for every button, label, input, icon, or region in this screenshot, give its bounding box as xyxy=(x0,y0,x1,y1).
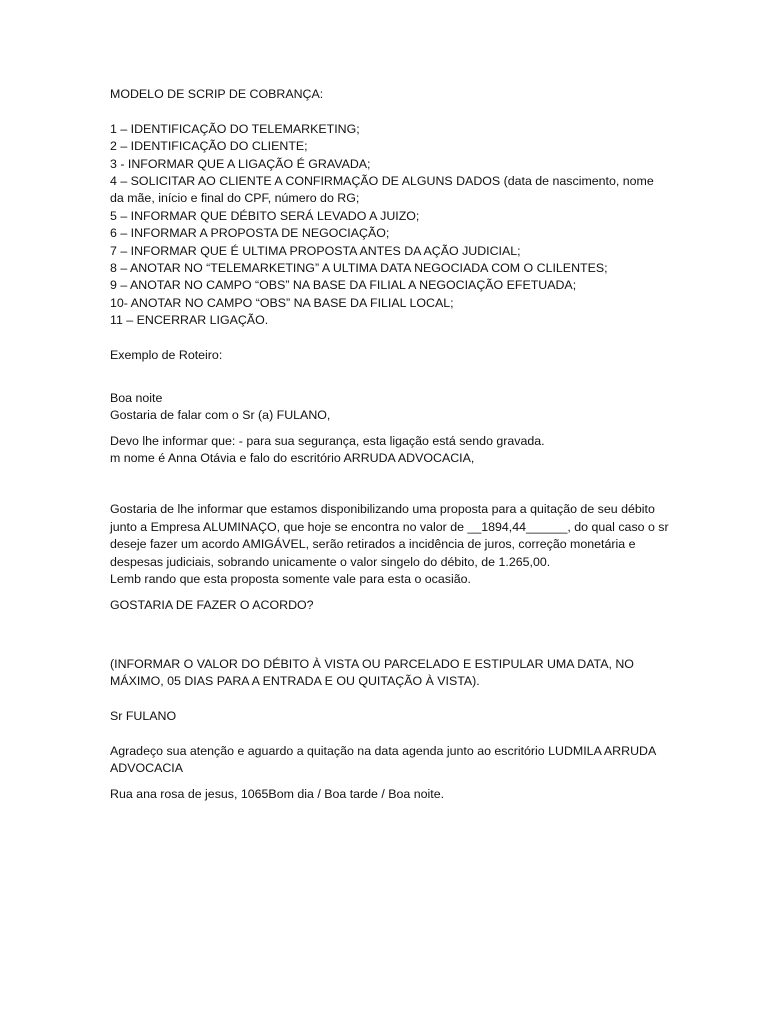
recording-notice: Devo lhe informar que: - para sua segurança, esta ligação está sendo gravada. xyxy=(110,433,545,448)
step-item: 2 – IDENTIFICAÇÃO DO CLIENTE; xyxy=(110,139,308,154)
reminder-text: Lemb rando que esta proposta somente vale para esta o ocasião. xyxy=(110,572,471,587)
document-page xyxy=(110,86,670,803)
step-item: 3 - INFORMAR QUE A LIGAÇÃO É GRAVADA; xyxy=(110,156,371,171)
spacer xyxy=(110,589,670,597)
step-item: 9 – ANOTAR NO CAMPO “OBS” NA BASE DA FILIAL A NEGOCIAÇÃO EFETUADA; xyxy=(110,278,577,293)
address-text: Rua ana rosa de jesus, 1065Bom dia / Boa tarde / Boa noite. xyxy=(110,786,445,801)
spacer xyxy=(110,382,670,390)
spacer xyxy=(110,330,670,347)
step-item: 4 – SOLICITAR AO CLIENTE A CONFIRMAÇÃO DE ALGUNS DADOS (data de nascimento, nome da mãe, início e final do CPF, número do RG; xyxy=(110,174,654,206)
step-item: 1 – IDENTIFICAÇÃO DO TELEMARKETING; xyxy=(110,121,360,136)
step-item: 8 – ANOTAR NO “TELEMARKETING” A ULTIMA DATA NEGOCIADA COM O CLILENTES; xyxy=(110,261,608,276)
introduction-text: m nome é Anna Otávia e falo do escritório ARRUDA ADVOCACIA, xyxy=(110,451,475,466)
spacer xyxy=(110,614,670,656)
spacer xyxy=(110,103,670,120)
step-item: 10- ANOTAR NO CAMPO “OBS” NA BASE DA FILIAL LOCAL; xyxy=(110,295,454,310)
step-item: 6 – INFORMAR A PROPOSTA DE NEGOCIAÇÃO; xyxy=(110,226,390,241)
script-steps-list xyxy=(110,121,670,330)
instruction-paragraph: (INFORMAR O VALOR DO DÉBITO À VISTA OU PARCELADO E ESTIPULAR UMA DATA, NO MÁXIMO, 05 DIAS PARA A ENTRADA E OU QUITAÇÃO À VISTA). xyxy=(110,656,634,689)
spacer xyxy=(110,467,670,501)
proposal-paragraph: Gostaria de lhe informar que estamos disponibilizando uma proposta para a quitação de seu débito junto a Empresa ALUMINAÇO, que hoje se encontra no valor de __1894,44______, do qual caso o sr deseje fazer um acordo AMIGÁVEL, serão retirados a incidência de juros, correção monetária e despesas judiciais, sobrando unicamente o valor singelo do débito, de 1.265,00. xyxy=(110,502,669,569)
spacer xyxy=(110,364,670,381)
step-item: 5 – INFORMAR QUE DÉBITO SERÁ LEVADO A JUIZO; xyxy=(110,208,420,223)
step-item: 11 – ENCERRAR LIGAÇÃO. xyxy=(110,313,269,328)
spacer xyxy=(110,425,670,433)
document-title: MODELO DE SCRIP DE COBRANÇA: xyxy=(110,87,324,101)
example-heading: Exemplo de Roteiro: xyxy=(110,348,223,363)
addressee-text: Sr FULANO xyxy=(110,709,177,724)
spacer xyxy=(110,778,670,786)
greeting-text: Boa noite xyxy=(110,390,163,405)
spacer xyxy=(110,726,670,743)
thanks-paragraph: Agradeço sua atenção e aguardo a quitação na data agenda junto ao escritório LUDMILA ARRUDA ADVOCACIA xyxy=(110,743,656,776)
spacer xyxy=(110,691,670,708)
question-text: GOSTARIA DE FAZER O ACORDO? xyxy=(110,597,314,612)
step-item: 7 – INFORMAR QUE É ULTIMA PROPOSTA ANTES DA AÇÃO JUDICIAL; xyxy=(110,243,521,258)
ask-for-text: Gostaria de falar com o Sr (a) FULANO, xyxy=(110,408,331,423)
